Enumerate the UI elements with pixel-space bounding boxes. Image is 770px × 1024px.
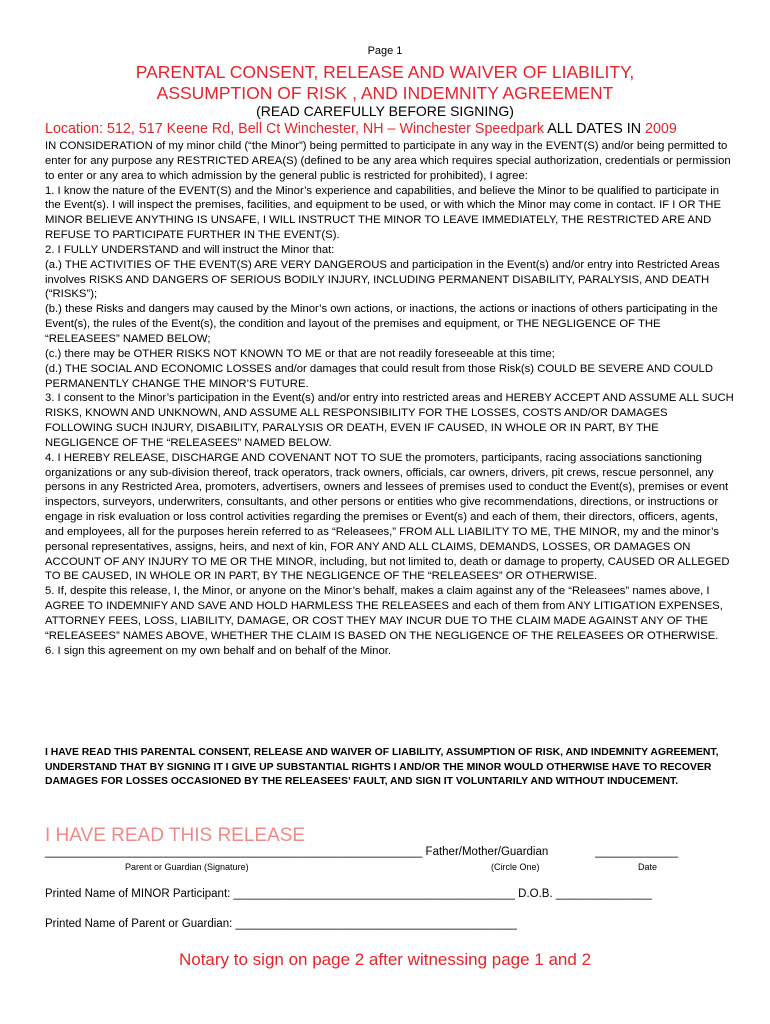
read-carefully-subtitle: (READ CAREFULLY BEFORE SIGNING)	[256, 103, 514, 119]
circle-one-caption: (Circle One)	[491, 862, 540, 872]
paragraph-2b: (b.) these Risks and dangers may caused by the Minor’s own actions, or inactions, the actions or inactions of others participating in the Event(s), the rules of the Event(s), the condition and layout of the premises and equipment, or THE NEGLIGENCE OF THE “RELEASEES” NAMED BELOW;	[45, 303, 718, 345]
agreement-body	[45, 139, 735, 659]
paragraph-2c: (c.) there may be OTHER RISKS NOT KNOWN TO ME or that are not readily foreseeable at this time;	[45, 347, 555, 360]
paragraph-4: 4. I HEREBY RELEASE, DISCHARGE AND COVENANT NOT TO SUE the promoters, participants, racing associations sanctioning organizations or any sub-division thereof, track operators, track owners, officials, car owners, drivers, pit crews, rescue personnel, any persons in any Restricted Area, promoters, advertisers, owners and lessees of premises used to conduct the Event(s), premises or event inspectors, surveyors, underwriters, consultants, and other persons or entities who give recommendations, directions, or instructions or engage in risk evaluation or loss control activities regarding the premises or Event(s) and each of them, their directors, officers, agents, and employees, all for the purposes herein referred to as “Releasees,” FROM ALL LIABILITY TO ME, THE MINOR, my and the minor’s personal representatives, assigns, heirs, and next of kin, FOR ANY AND ALL CLAIMS, DEMANDS, LOSSES, OR DAMAGES ON ACCOUNT OF ANY INJURY TO ME OR THE MINOR, including, but not limited to, death or damage to property, CAUSED OR ALLEGED TO BE CAUSED, IN WHOLE OR IN PART, BY THE NEGLIGENCE OF THE “RELEASEES” OR OTHERWISE.	[45, 451, 730, 583]
paragraph-2a: (a.) THE ACTIVITIES OF THE EVENT(S) ARE VERY DANGEROUS and participation in the Event(s) and/or entry into Restricted Areas involves RISKS AND DANGERS OF SERIOUS BODILY INJURY, INCLUDING PERMANENT DISABILITY, PARALYSIS, AND DEATH (“RISKS”);	[45, 258, 720, 301]
signature-caption: Parent or Guardian (Signature)	[125, 862, 249, 872]
paragraph-2d: (d.) THE SOCIAL AND ECONOMIC LOSSES and/or damages that could result from those Risk(s) COULD BE SEVERE AND COULD PERMANENTLY CHANGE THE MINOR’S FUTURE.	[45, 362, 713, 390]
parent-signature-line[interactable]: ___________________________________________________________ Father/Mother/Guardian	[45, 846, 549, 858]
title-line-1: PARENTAL CONSENT, RELEASE AND WAIVER OF LIABILITY,	[135, 62, 635, 82]
paragraph-2: 2. I FULLY UNDERSTAND and will instruct the Minor that:	[45, 243, 335, 256]
notary-instruction: Notary to sign on page 2 after witnessing page 1 and 2	[178, 950, 592, 969]
location-line	[45, 121, 765, 137]
paragraph-1: 1. I know the nature of the EVENT(S) and the Minor’s experience and capabilities, and believe the Minor to be qualified to participate in the Event(s). I will inspect the premises, facilities, and equipment to be used, or with which the Minor may come in contact. IF I OR THE MINOR BELIEVE ANYTHING IS UNSAFE, I WILL INSTRUCT THE MINOR TO LEAVE IMMEDIATELY, THE RESTRICTED ARE AND REFUSE TO PARTICIPATE FURTHER IN THE EVENT(S).	[45, 184, 722, 242]
paragraph-intro: IN CONSIDERATION of my minor child (“the Minor”) being permitted to participate in any way in the EVENT(S) and/or being permitted to enter for any purpose any RESTRICTED AREA(S) (defined to be any area which requires special authorization, credentials or permission to enter or any area to which admission by the general public is restricted for prohibited), I agree:	[45, 140, 731, 182]
dates-label: ALL DATES IN	[544, 121, 645, 137]
title-line-2: ASSUMPTION OF RISK , AND INDEMNITY AGREEMENT	[156, 83, 614, 103]
parent-name-line[interactable]: Printed Name of Parent or Guardian: ____________________________________________	[45, 918, 517, 930]
acknowledgement-notice: I HAVE READ THIS PARENTAL CONSENT, RELEASE AND WAIVER OF LIABILITY, ASSUMPTION OF RISK, AND INDEMNITY AGREEMENT, UNDERSTAND THAT BY SIGNING IT I GIVE UP SUBSTANTIAL RIGHTS I AND/OR THE MINOR WOULD OTHERWISE HAVE TO RECOVER DAMAGES FOR LOSSES OCCASIONED BY THE RELEASEES’ FAULT, AND SIGN IT VOLUNTARILY AND WITHOUT INDUCEMENT.	[45, 747, 719, 788]
document-title	[0, 62, 770, 104]
location-text: Location: 512, 517 Keene Rd, Bell Ct Winchester, NH – Winchester Speedpark	[45, 121, 545, 137]
read-release-heading: I HAVE READ THIS RELEASE	[45, 825, 306, 846]
event-year: 2009	[645, 121, 677, 137]
date-line[interactable]: _____________	[595, 846, 679, 858]
paragraph-5: 5. If, despite this release, I, the Minor, or anyone on the Minor’s behalf, makes a claim against any of the “Releasees” names above, I AGREE TO INDEMNIFY AND SAVE AND HOLD HARMLESS THE RELEASEES and each of them from ANY LITIGATION EXPENSES, ATTORNEY FEES, LOSS, LIABILITY, DAMAGE, OR COST THEY MAY INCUR DUE TO THE CLAIM MADE AGAINST ANY OF THE “RELEASEES” NAMES ABOVE, WHETHER THE CLAIM IS BASED ON THE NEGLIGENCE OF THE RELEASEES OR OTHERWISE.	[45, 585, 723, 642]
minor-name-line[interactable]: Printed Name of MINOR Participant: ____________________________________________ D.O.B. _______________	[45, 888, 652, 900]
date-caption: Date	[638, 862, 658, 872]
paragraph-3: 3. I consent to the Minor’s participation in the Event(s) and/or entry into restricted areas and HEREBY ACCEPT AND ASSUME ALL SUCH RISKS, KNOWN AND UNKNOWN, AND ASSUME ALL RESPONSIBILITY FOR THE LOSSES, COSTS AND/OR DAMAGES FOLLOWING SUCH INJURY, DISABILITY, PARALYSIS OR DEATH, EVEN IF CAUSED, IN WHOLE OR IN PART, BY THE NEGLIGENCE OF THE “RELEASEES” NAMED BELOW.	[45, 392, 734, 449]
paragraph-6: 6. I sign this agreement on my own behalf and on behalf of the Minor.	[45, 644, 392, 657]
page-number: Page 1	[367, 45, 403, 57]
